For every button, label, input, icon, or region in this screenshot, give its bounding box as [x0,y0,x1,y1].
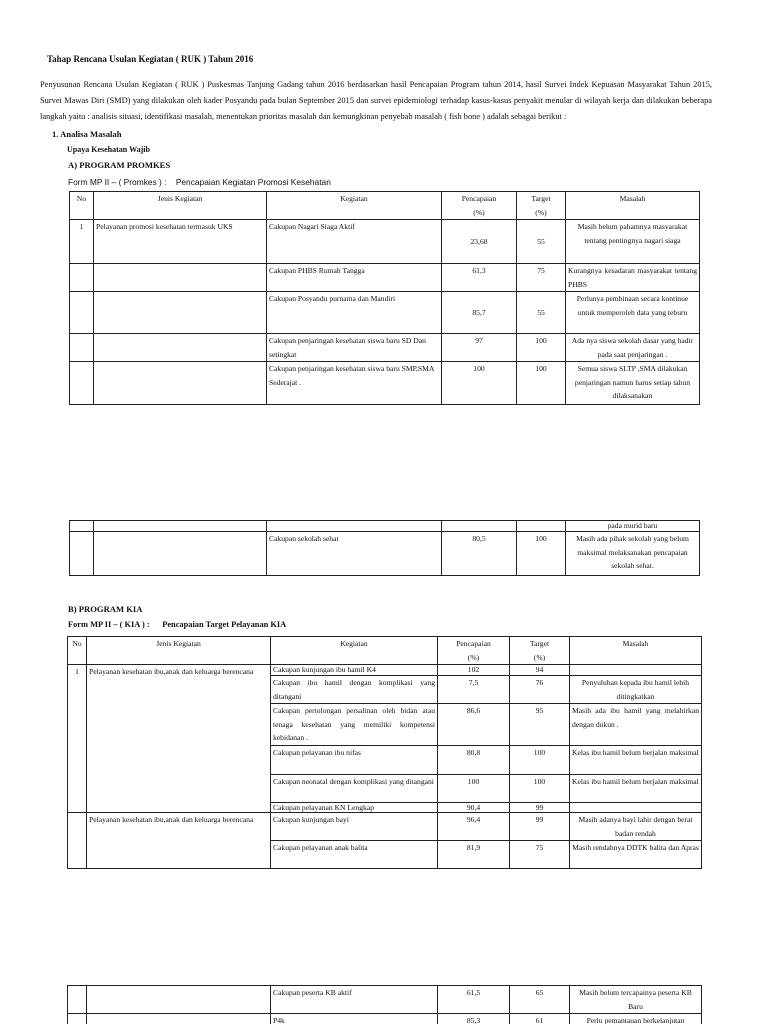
table-cell: Perlunya pembinaan secara kontinue untuk memperoleh data yang teburu [566,292,700,334]
table-cell: 65 [510,986,570,1014]
header-target: Target (%) [517,192,566,220]
table-cell [94,334,267,362]
table-cell: Penyuluhan kepada ibu hamil lebih ditingkatkan [570,676,702,704]
table-cell: Cakupan Nagari Siaga Aktif [267,220,442,264]
table-row [68,1014,702,1024]
table-cell: Masih ada ibu hamil yang melahirkan dengan dukun . [570,704,702,746]
header-jenis: Jenis Kegiatan [87,637,271,665]
intro-paragraph: Penyusunan Rencana Usulan Kegiatan ( RUK ) Puskesmas Tanjung Gadang tahun 2016 berdasarkan hasil Pencapaian Program tahun 2014, hasil Survei Indek Kepuasan Masyarakat Tahun 2015, Survei Mawas Diri (SMD) yang dilakukan oleh kader Posyandu pada bulan September 2015 dan survei epidemiologi terhadap kasus-kasus penyakit menular di wilayah kerja dan dilakukan beberapa langkah yaitu : analisis situasi, identifikasi masalah, menentukan prioritas masalah dan kemungkinan penyebab masalah ( fish bone ) adalah sebagai berikut : [40,80,712,121]
table-cell: 86,6 [438,704,510,746]
table-cell [94,362,267,405]
subsection-heading: Upaya Kesehatan Wajib [67,145,150,154]
table-cell [570,665,702,676]
table-cell: Ada nya siswa sekolah dasar yang hadir pada saat penjaringan . [566,334,700,362]
table-cell [570,803,702,813]
table-cell [70,334,94,362]
table-cell: Masih ada pihak sekolah yang belum maksimal melaksanakan pencapaian sekolah sehat. [566,532,700,576]
table-cell: 23,68 [442,220,517,264]
table-cell: Cakupan pelayanan KN Lengkap [271,803,438,813]
kia-heading: B) PROGRAM KIA [68,604,143,614]
table-cell [94,532,267,576]
table-cell [68,813,87,869]
table-cell: 99 [510,803,570,813]
promkes-table [69,191,700,405]
table-row [70,532,700,576]
table-cell: 97 [442,334,517,362]
table-row [70,362,700,405]
table-cell: Masih adanya bayi lahir dengan berat badan rendah [570,813,702,841]
table-cell [70,532,94,576]
table-cell: 94 [510,665,570,676]
table-cell [94,521,267,532]
table-cell: 102 [438,665,510,676]
table-cell [70,362,94,405]
header-no: No [70,192,94,220]
table-cell: 80,8 [438,746,510,775]
table-header-row [68,637,702,665]
kia-form-line [68,620,286,629]
table-cell [442,521,517,532]
table-cell: 61,3 [442,264,517,292]
table-cell: 96,4 [438,813,510,841]
table-cell: pada murid baru [566,521,700,532]
table-cell: 95 [510,704,570,746]
table-cell [70,264,94,292]
table-cell: 61 [510,1014,570,1024]
kia-form-label: Form MP II – ( KIA ) : [68,620,150,629]
table-cell: 100 [442,362,517,405]
table-cell [87,986,271,1014]
promkes-form-title: Pencapaian Kegiatan Promosi Kesehatan [175,177,331,187]
table-cell: Kelas ibu hamil belum berjalan maksimal [570,775,702,803]
table-cell: Cakupan penjaringan kesehatan siswa baru SMP,SMA Sederajat . [267,362,442,405]
table-cell: 80,5 [442,532,517,576]
table-cell: Pelayanan promosi kesehatan termasuk UKS [94,220,267,264]
table-cell [87,1014,271,1024]
header-pencapaian: Pencapaian (%) [442,192,517,220]
table-row [70,334,700,362]
table-cell: Cakupan pertolongan persalinan oleh bidan atau tenaga kesehatan yang memiliki kompetensi kebidanan . [271,704,438,746]
kia-table-continued [67,985,702,1024]
table-cell: 100 [438,775,510,803]
section-heading-analisa: 1. Analisa Masalah [52,129,122,139]
promkes-table-continued [69,520,700,576]
table-row [68,986,702,1014]
table-cell: Cakupan PHBS Rumah Tangga [267,264,442,292]
header-jenis: Jenis Kegiatan [94,192,267,220]
promkes-heading: A) PROGRAM PROMKES [68,160,171,170]
table-cell [68,986,87,1014]
table-cell [517,521,566,532]
table-cell: Pelayanan kesehatan ibu,anak dan keluarga berencana [87,665,271,813]
table-cell [94,292,267,334]
table-cell: 100 [517,362,566,405]
table-cell: 55 [517,220,566,264]
table-cell: Masih rendahnya DDTK balita dan Apras [570,841,702,869]
table-cell: Cakupan sekolah sehat [267,532,442,576]
table-cell: 75 [510,841,570,869]
table-cell: 61,5 [438,986,510,1014]
table-cell: Semua siswa SLTP ,SMA dilakukan penjaringan namun harus setiap tahun dilaksanakan [566,362,700,405]
table-cell: Cakupan pelayanan anak balita [271,841,438,869]
document-title: Tahap Rencana Usulan Kegiatan ( RUK ) Tahun 2016 [47,54,254,64]
header-kegiatan: Kegiatan [271,637,438,665]
table-cell: Pelayanan kesehatan ibu,anak dan keluarga berencana [87,813,271,869]
header-masalah: Masalah [570,637,702,665]
table-cell: Cakupan kunjungan ibu hamil K4 [271,665,438,676]
table-cell: 1 [70,220,94,264]
table-cell: 76 [510,676,570,704]
header-masalah: Masalah [566,192,700,220]
kia-form-title: Pencapaian Target Pelayanan KIA [162,620,287,629]
table-cell: Kurangnya kesadaran masyarakat tentang PHBS [566,264,700,292]
table-cell: Cakupan Posyandu purnama dan Mandiri [267,292,442,334]
table-cell: 100 [510,746,570,775]
table-cell: Kelas ibu hamil belum berjalan maksimal [570,746,702,775]
table-row [70,220,700,264]
table-header-row [70,192,700,220]
table-cell: Cakupan ibu hamil dengan komplikasi yang ditangani [271,676,438,704]
table-row [70,521,700,532]
table-cell: 85,7 [442,292,517,334]
table-cell: Masih belum tercapainya peserta KB Baru [570,986,702,1014]
kia-table-continued-clip [0,985,768,1024]
table-cell [267,521,442,532]
table-cell: 1 [68,665,87,813]
table-cell: 55 [517,292,566,334]
table-cell: 100 [517,532,566,576]
table-cell: 85,3 [438,1014,510,1024]
table-cell [94,264,267,292]
header-pencapaian: Pencapaian (%) [438,637,510,665]
table-row [70,292,700,334]
table-cell: P4k [271,1014,438,1024]
table-cell: Cakupan kunjungan bayi [271,813,438,841]
table-cell: 7,5 [438,676,510,704]
table-cell: 100 [517,334,566,362]
table-cell: Cakupan penjaringan kesehatan siswa baru SD Dan setingkat [267,334,442,362]
table-cell: 90,4 [438,803,510,813]
header-target: Target (%) [510,637,570,665]
kia-table [67,636,702,869]
table-cell: 99 [510,813,570,841]
table-cell: 75 [517,264,566,292]
table-cell: Cakupan pelayanan ibu nifas [271,746,438,775]
header-kegiatan: Kegiatan [267,192,442,220]
header-no: No [68,637,87,665]
table-cell: 81,9 [438,841,510,869]
table-cell: Cakupan neonatal dengan komplikasi yang ditangani [271,775,438,803]
table-row [68,813,702,841]
table-cell: Masih belum pahamnya masyarakat tentang pentingnya nagari siaga [566,220,700,264]
table-row [68,665,702,676]
promkes-form-label: Form MP II – ( Promkes ) : [68,177,167,187]
table-cell [68,1014,87,1024]
table-cell [70,521,94,532]
table-cell: 100 [510,775,570,803]
table-cell [70,292,94,334]
table-row [70,264,700,292]
promkes-form-line [68,177,331,187]
table-cell: Perlu pemantauan berkelanjutan [570,1014,702,1024]
table-cell: Cakupan peserta KB aktif [271,986,438,1014]
